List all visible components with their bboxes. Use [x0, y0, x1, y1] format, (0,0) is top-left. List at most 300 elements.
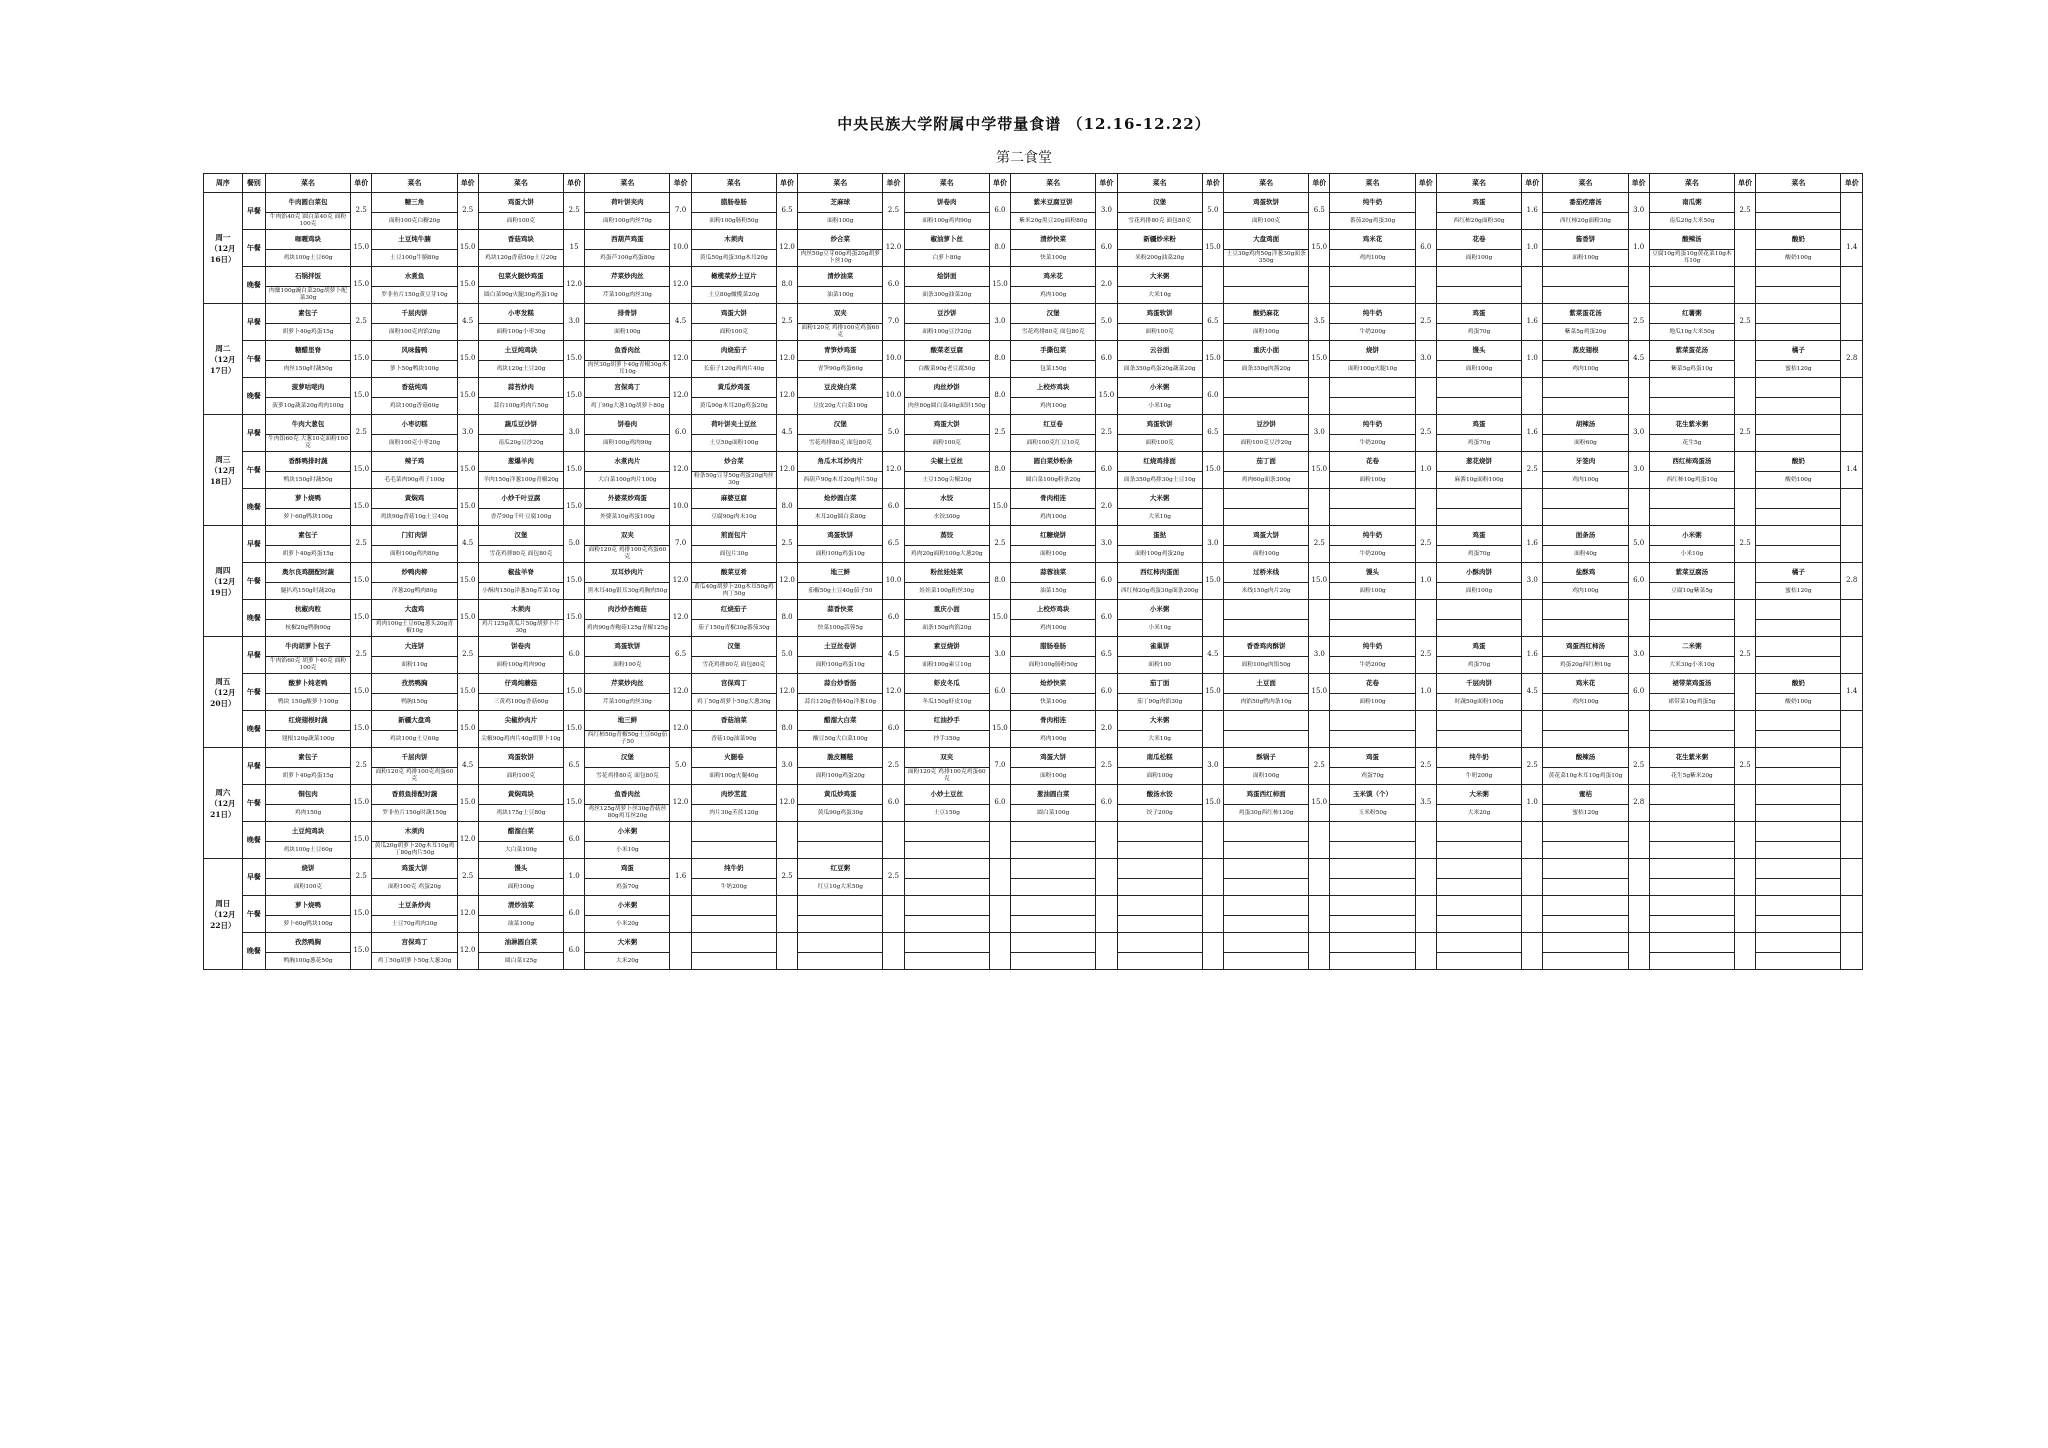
dish-price: 15.0	[351, 933, 372, 970]
dish-price: 2.5	[564, 193, 585, 230]
dish-name: 红烧茄子	[691, 600, 776, 620]
dish-price	[1734, 563, 1755, 600]
dish-name: 牙签肉	[1543, 452, 1628, 472]
dish-ingredients: 番茄20g鸡蛋30g	[1330, 213, 1415, 230]
dish-price: 15.0	[1309, 452, 1330, 489]
dish-ingredients: 面粉100g	[1330, 583, 1415, 600]
dish-ingredients: 面粉100g肉丝70g	[585, 213, 670, 230]
dish-ingredients: 牛奶200g	[1330, 435, 1415, 452]
dish-price: 1.4	[1841, 452, 1863, 489]
dish-name: 萝卜烧鸭	[265, 489, 350, 509]
dish-ingredients: 蒜台120g香肠40g洋葱10g	[798, 694, 883, 711]
dish-ingredients: 大米10g	[1117, 731, 1202, 748]
dish-name: 油淋圆白菜	[478, 933, 563, 953]
dish-ingredients	[1117, 842, 1202, 859]
dish-name: 紫米豆腐豆饼	[1011, 193, 1096, 213]
dish-price: 12.0	[457, 822, 478, 859]
dish-ingredients: 面条350g鸡排30g土豆10g	[1117, 472, 1202, 489]
dish-name: 鸡蛋大饼	[1011, 748, 1096, 768]
dish-name: 大米粥	[1117, 267, 1202, 287]
dish-name: 芹菜炒肉丝	[585, 674, 670, 694]
dish-ingredients: 牛肉馅60克 胡萝卜40克 面粉100克	[265, 657, 350, 674]
dish-price: 2.5	[351, 415, 372, 452]
dish-name: 脆皮糯糍	[798, 748, 883, 768]
header-cell: 单价	[989, 174, 1010, 193]
dish-ingredients: 香芹90g千叶豆腐100g	[478, 509, 563, 526]
dish-price: 12.0	[883, 452, 904, 489]
dish-ingredients	[1756, 324, 1841, 341]
dish-price: 2.5	[457, 193, 478, 230]
dish-name: 纯牛奶	[1330, 526, 1415, 546]
dish-name: 鸡蛋大饼	[1224, 526, 1309, 546]
dish-ingredients	[1224, 953, 1309, 970]
header-cell: 单价	[1522, 174, 1543, 193]
dish-ingredients: 肉丝150g时蔬50g	[265, 361, 350, 378]
dish-name: 茄丁面	[1117, 674, 1202, 694]
dish-name	[1117, 859, 1202, 879]
meal-cell: 早餐	[242, 859, 265, 896]
dish-price: 15.0	[351, 341, 372, 378]
dish-price: 2.0	[1096, 489, 1117, 526]
dish-price: 12.0	[776, 785, 797, 822]
dish-price	[1841, 600, 1863, 637]
dish-price	[1522, 489, 1543, 526]
dish-name: 风味酱鸭	[372, 341, 457, 361]
dish-name	[904, 896, 989, 916]
dish-price: 4.5	[1628, 341, 1649, 378]
dish-price: 3.0	[1628, 193, 1649, 230]
dish-name: 酸辣汤	[1649, 230, 1734, 250]
dish-price	[1309, 378, 1330, 415]
dish-ingredients	[1436, 953, 1521, 970]
dish-name: 豆沙饼	[904, 304, 989, 324]
dish-ingredients	[904, 953, 989, 970]
dish-name: 紫菜蛋花汤	[1649, 341, 1734, 361]
dish-ingredients: 小米10g	[1117, 620, 1202, 637]
dish-ingredients: 鸡肉60g面条300g	[1224, 472, 1309, 489]
dish-name: 清炒快菜	[1011, 230, 1096, 250]
dish-name: 菠萝咕咾肉	[265, 378, 350, 398]
dish-name: 肉沙炒杏鲍菇	[585, 600, 670, 620]
dish-price: 15.0	[1202, 785, 1223, 822]
dish-name: 角瓜木耳炒肉片	[798, 452, 883, 472]
dish-name: 醋溜大白菜	[798, 711, 883, 731]
dish-ingredients: 翅根120g蔬菜100g	[265, 731, 350, 748]
dish-ingredients: 面条300g油菜20g	[904, 287, 989, 304]
dish-ingredients: 萝卜60g鸭块100g	[265, 916, 350, 933]
dish-price: 4.5	[1522, 674, 1543, 711]
dish-name: 汉堡	[1117, 193, 1202, 213]
header-cell: 餐别	[242, 174, 265, 193]
dish-name: 外婆菜炒鸡蛋	[585, 489, 670, 509]
dish-name: 素包子	[265, 748, 350, 768]
dish-ingredients: 玉米粉50g	[1330, 805, 1415, 822]
dish-name	[1649, 711, 1734, 731]
dish-price: 1.6	[1522, 415, 1543, 452]
dish-price	[1734, 452, 1755, 489]
dish-name: 鸡米花	[1011, 267, 1096, 287]
dish-name: 馒头	[1330, 563, 1415, 583]
dish-price: 15.0	[564, 563, 585, 600]
dish-name: 黄瓜炒鸡蛋	[691, 378, 776, 398]
dish-name	[1756, 304, 1841, 324]
dish-name: 糖三角	[372, 193, 457, 213]
dish-name	[1756, 933, 1841, 953]
dish-ingredients: 面粉100g	[1224, 546, 1309, 563]
ingredient-row	[204, 509, 1863, 526]
dish-price: 15.0	[1202, 674, 1223, 711]
dish-price	[1734, 341, 1755, 378]
dish-price	[1628, 896, 1649, 933]
dish-ingredients: 毛毛菜肉90g鸡子100g	[372, 472, 457, 489]
dish-price: 5.0	[883, 415, 904, 452]
dish-ingredients: 面条350g鸡蛋20g蔬菜20g	[1117, 361, 1202, 378]
dish-price: 6.0	[564, 822, 585, 859]
dish-price	[1202, 822, 1223, 859]
dish-name: 汉堡	[1011, 304, 1096, 324]
dish-name	[1543, 896, 1628, 916]
dish-price: 7.0	[670, 526, 691, 563]
dish-name: 荷叶饼夹肉	[585, 193, 670, 213]
dish-name: 烧饼	[1330, 341, 1415, 361]
dish-name: 蒸饺	[904, 526, 989, 546]
dish-price: 1.6	[1522, 637, 1543, 674]
dish-ingredients	[1011, 953, 1096, 970]
dish-ingredients	[1436, 398, 1521, 415]
dish-ingredients	[1330, 842, 1415, 859]
dish-price: 15.0	[1309, 785, 1330, 822]
dish-price: 2.5	[1522, 452, 1543, 489]
ingredient-row	[204, 398, 1863, 415]
dish-ingredients: 裙带菜10g鸡蛋5g	[1649, 694, 1734, 711]
dish-price: 3.0	[1628, 452, 1649, 489]
dish-price: 15.0	[351, 452, 372, 489]
dish-name	[1011, 822, 1096, 842]
dish-name: 烩饼面	[904, 267, 989, 287]
dish-name: 鸡蛋软饼	[585, 637, 670, 657]
meal-cell: 早餐	[242, 526, 265, 563]
dish-ingredients: 西红柿20g面粉30g	[1543, 213, 1628, 230]
dish-ingredients: 饺子200g	[1117, 805, 1202, 822]
dish-name: 鸡米花	[1330, 230, 1415, 250]
dish-price: 1.4	[1841, 230, 1863, 267]
dish-name: 椒盐羊脊	[478, 563, 563, 583]
dish-ingredients: 油菜150g	[1011, 583, 1096, 600]
dish-name: 石锅拌饭	[265, 267, 350, 287]
dish-ingredients: 娃娃菜100g粉丝30g	[904, 583, 989, 600]
dish-price: 6.0	[564, 896, 585, 933]
dish-ingredients	[1756, 731, 1841, 748]
dish-name: 鸡蛋	[1436, 304, 1521, 324]
ingredient-row	[204, 361, 1863, 378]
dish-price: 12.0	[670, 267, 691, 304]
dish-ingredients	[1649, 842, 1734, 859]
dish-price	[1734, 822, 1755, 859]
dish-price: 15.0	[1202, 341, 1223, 378]
dish-price: 15.0	[564, 600, 585, 637]
dish-name	[1224, 933, 1309, 953]
dish-name: 小枣切糕	[372, 415, 457, 435]
header-cell: 单价	[564, 174, 585, 193]
dish-name: 尖椒土豆丝	[904, 452, 989, 472]
dish-name: 豆皮烧白菜	[798, 378, 883, 398]
dish-price	[1522, 600, 1543, 637]
dish-price: 6.5	[670, 637, 691, 674]
header-cell: 单价	[1734, 174, 1755, 193]
dish-name	[1330, 822, 1415, 842]
dish-price: 15.0	[1202, 452, 1223, 489]
dish-ingredients: 萝卜50g鸭块100g	[372, 361, 457, 378]
dish-price: 12.0	[670, 563, 691, 600]
dish-price: 1.0	[1415, 674, 1436, 711]
dish-price	[1522, 378, 1543, 415]
dish-name: 大连饼	[372, 637, 457, 657]
dish-price: 3.0	[1415, 341, 1436, 378]
header-cell: 菜名	[691, 174, 776, 193]
dish-price: 4.5	[1202, 637, 1223, 674]
dish-ingredients: 冬瓜150g虾皮10g	[904, 694, 989, 711]
header-row	[204, 174, 1863, 193]
dish-name	[1543, 378, 1628, 398]
dish-ingredients: 牛奶200g	[1330, 657, 1415, 674]
dish-price: 2.5	[883, 859, 904, 896]
dish-price	[1415, 600, 1436, 637]
dish-ingredients: 面粉100克 鸡蛋20g	[372, 879, 457, 896]
dish-ingredients	[1543, 398, 1628, 415]
dish-row	[204, 785, 1863, 805]
dish-ingredients: 西葫芦90g木耳20g肉片50g	[798, 472, 883, 489]
dish-row	[204, 452, 1863, 472]
dish-price: 2.5	[1734, 748, 1755, 785]
dish-name: 纯牛奶	[1330, 415, 1415, 435]
dish-ingredients: 面粉100g	[798, 213, 883, 230]
dish-price: 15.0	[1309, 563, 1330, 600]
dish-name: 花卷	[1436, 230, 1521, 250]
dish-ingredients	[1224, 287, 1309, 304]
dish-name: 双夹	[798, 304, 883, 324]
header-cell: 菜名	[372, 174, 457, 193]
dish-ingredients: 鸡蛋70g	[1436, 546, 1521, 563]
dish-ingredients	[1756, 509, 1841, 526]
dish-price	[1841, 859, 1863, 896]
dish-name: 肉丝炒饼	[904, 378, 989, 398]
ingredient-row	[204, 916, 1863, 933]
dish-price	[1522, 267, 1543, 304]
dish-ingredients: 面粉100克	[691, 324, 776, 341]
dish-price: 15.0	[457, 267, 478, 304]
dish-ingredients: 米粉200g油菜20g	[1117, 250, 1202, 267]
meal-cell: 午餐	[242, 896, 265, 933]
dish-name: 虾皮冬瓜	[904, 674, 989, 694]
dish-ingredients: 面粉100g鸡肉90g	[585, 435, 670, 452]
dish-name: 荷叶饼夹土豆丝	[691, 415, 776, 435]
dish-row	[204, 415, 1863, 435]
dish-price	[1841, 378, 1863, 415]
dish-ingredients: 鸡肉100g	[1011, 509, 1096, 526]
dish-name: 香菇鸡块	[478, 230, 563, 250]
dish-price: 2.5	[1734, 637, 1755, 674]
dish-name	[1224, 267, 1309, 287]
dish-name: 土豆条炒肉	[372, 896, 457, 916]
dish-name: 香煎鱼排配时蔬	[372, 785, 457, 805]
dish-ingredients: 面粉120克 鸡排100克鸡蛋60克	[585, 546, 670, 563]
dish-name	[1756, 859, 1841, 879]
dish-price: 2.5	[989, 526, 1010, 563]
dish-name: 宫保鸡丁	[691, 674, 776, 694]
meal-cell: 早餐	[242, 193, 265, 230]
dish-price: 8.0	[989, 452, 1010, 489]
dish-ingredients: 雪花鸡排80克 面包80克	[478, 546, 563, 563]
dish-name	[1011, 859, 1096, 879]
dish-price: 2.5	[457, 637, 478, 674]
dish-price: 2.5	[989, 415, 1010, 452]
dish-price: 15.0	[457, 378, 478, 415]
header-cell: 单价	[1202, 174, 1223, 193]
dish-ingredients: 西红柿20g鸡蛋30g面条200g	[1117, 583, 1202, 600]
dish-name: 大盘鸡	[372, 600, 457, 620]
dish-name: 鸡蛋西红柿面	[1224, 785, 1309, 805]
dish-name: 牛肉大葱包	[265, 415, 350, 435]
dish-price: 8.0	[776, 600, 797, 637]
dish-price	[1202, 267, 1223, 304]
dish-price: 8.0	[776, 711, 797, 748]
dish-ingredients: 鸡块90g香菇10g土豆40g	[372, 509, 457, 526]
ingredient-row	[204, 287, 1863, 304]
ingredient-row	[204, 842, 1863, 859]
dish-price: 8.0	[776, 267, 797, 304]
dish-price: 6.0	[883, 711, 904, 748]
dish-price: 15.0	[564, 378, 585, 415]
dish-name	[691, 933, 776, 953]
dish-price: 4.5	[776, 415, 797, 452]
header-cell: 菜名	[1011, 174, 1096, 193]
dish-name: 酸菜老豆腐	[904, 341, 989, 361]
dish-ingredients: 黄瓜50g鸡蛋30g木耳20g	[691, 250, 776, 267]
dish-name	[1756, 415, 1841, 435]
dish-name: 花卷	[1330, 452, 1415, 472]
dish-name: 盐酥鸡	[1543, 563, 1628, 583]
dish-price: 6.0	[1096, 563, 1117, 600]
dish-name: 面条汤	[1543, 526, 1628, 546]
dish-ingredients	[1756, 546, 1841, 563]
dish-ingredients: 面条150g肉馅20g	[904, 620, 989, 637]
dish-ingredients	[1543, 731, 1628, 748]
dish-price: 15.0	[457, 600, 478, 637]
dish-ingredients	[1436, 731, 1521, 748]
dish-name: 紫菜蛋花汤	[1543, 304, 1628, 324]
dish-ingredients: 白酸菜90g老豆腐50g	[904, 361, 989, 378]
dish-ingredients: 肉糜100g豌白菜20g胡萝卜配菜30g	[265, 287, 350, 304]
dish-ingredients: 面粉60g	[1543, 435, 1628, 452]
dish-name	[1756, 785, 1841, 805]
ingredient-row	[204, 953, 1863, 970]
dish-ingredients: 黄瓜40g胡萝卜20g木耳50g鸡肉丁50g	[691, 583, 776, 600]
dish-ingredients: 鸡肉100g土豆60g葱头20g青椒10g	[372, 620, 457, 637]
dish-ingredients	[1224, 879, 1309, 896]
ingredient-row	[204, 435, 1863, 452]
dish-price	[1309, 933, 1330, 970]
dish-ingredients	[1224, 916, 1309, 933]
dish-name: 香酥鸭排时蔬	[265, 452, 350, 472]
dish-name	[1756, 600, 1841, 620]
meal-cell: 晚餐	[242, 933, 265, 970]
dish-price	[1734, 711, 1755, 748]
dish-name: 圆白菜炒粉条	[1011, 452, 1096, 472]
dish-price: 5.0	[1096, 304, 1117, 341]
dish-row	[204, 859, 1863, 879]
dish-name: 大米粥	[1117, 489, 1202, 509]
dish-price: 3.0	[1628, 637, 1649, 674]
dish-name: 鸡蛋大饼	[904, 415, 989, 435]
dish-name: 纯牛奶	[1436, 748, 1521, 768]
dish-name: 地三鲜	[585, 711, 670, 731]
dish-name: 橄榄菜炒土豆片	[691, 267, 776, 287]
dish-ingredients	[1649, 287, 1734, 304]
dish-ingredients	[1330, 509, 1415, 526]
dish-price	[883, 896, 904, 933]
dish-name: 鸡蛋	[1436, 637, 1521, 657]
dish-name	[1543, 933, 1628, 953]
dish-price: 12.0	[883, 674, 904, 711]
dish-ingredients: 牛奶200g	[1330, 324, 1415, 341]
dish-name	[1756, 489, 1841, 509]
dish-ingredients: 土豆100g牛腩80g	[372, 250, 457, 267]
dish-ingredients: 鸡丁90g大葱10g胡萝卜80g	[585, 398, 670, 415]
dish-ingredients	[1756, 435, 1841, 452]
dish-price: 15.0	[989, 267, 1010, 304]
dish-name: 牛肉圆白菜包	[265, 193, 350, 213]
dish-name	[1756, 711, 1841, 731]
dish-ingredients	[1649, 620, 1734, 637]
dish-price: 5.0	[776, 637, 797, 674]
dish-row	[204, 526, 1863, 546]
dish-price	[1841, 711, 1863, 748]
dish-price: 2.5	[1415, 748, 1436, 785]
dish-ingredients: 茄子150g青椒30g番茄30g	[691, 620, 776, 637]
dish-name	[1224, 896, 1309, 916]
dish-name: 土豆面	[1224, 674, 1309, 694]
dish-row	[204, 341, 1863, 361]
dish-ingredients: 三黄鸡100g香菇60g	[478, 694, 563, 711]
dish-price	[1628, 378, 1649, 415]
dish-ingredients	[798, 916, 883, 933]
dish-ingredients	[1436, 842, 1521, 859]
dish-price: 6.5	[1202, 415, 1223, 452]
meal-cell: 晚餐	[242, 600, 265, 637]
dish-name: 小米粥	[585, 896, 670, 916]
dish-name: 黄焖鸡	[372, 489, 457, 509]
dish-name: 素豆烧饼	[904, 637, 989, 657]
dish-price: 15.0	[564, 785, 585, 822]
dish-price: 2.5	[1415, 526, 1436, 563]
meal-cell: 午餐	[242, 341, 265, 378]
dish-name: 腊肠卷肠	[1011, 637, 1096, 657]
dish-ingredients: 腿扒鸡150g时蔬20g	[265, 583, 350, 600]
dish-name: 香香鸡肉酥饼	[1224, 637, 1309, 657]
dish-price: 12.0	[776, 230, 797, 267]
dish-price: 2.5	[1096, 748, 1117, 785]
dish-price	[1841, 193, 1863, 230]
dish-name: 宫保鸡丁	[585, 378, 670, 398]
dish-price: 15.0	[457, 341, 478, 378]
dish-ingredients	[1649, 953, 1734, 970]
dish-ingredients	[1436, 916, 1521, 933]
day-cell: 周一 （12月16日）	[204, 193, 243, 304]
dish-ingredients: 鸡肉100g	[1543, 694, 1628, 711]
dish-ingredients: 豆腐10g鸡蛋10g黄花菜10g木耳10g	[1649, 250, 1734, 267]
dish-ingredients	[1543, 953, 1628, 970]
dish-ingredients: 酸奶100g	[1756, 250, 1841, 267]
